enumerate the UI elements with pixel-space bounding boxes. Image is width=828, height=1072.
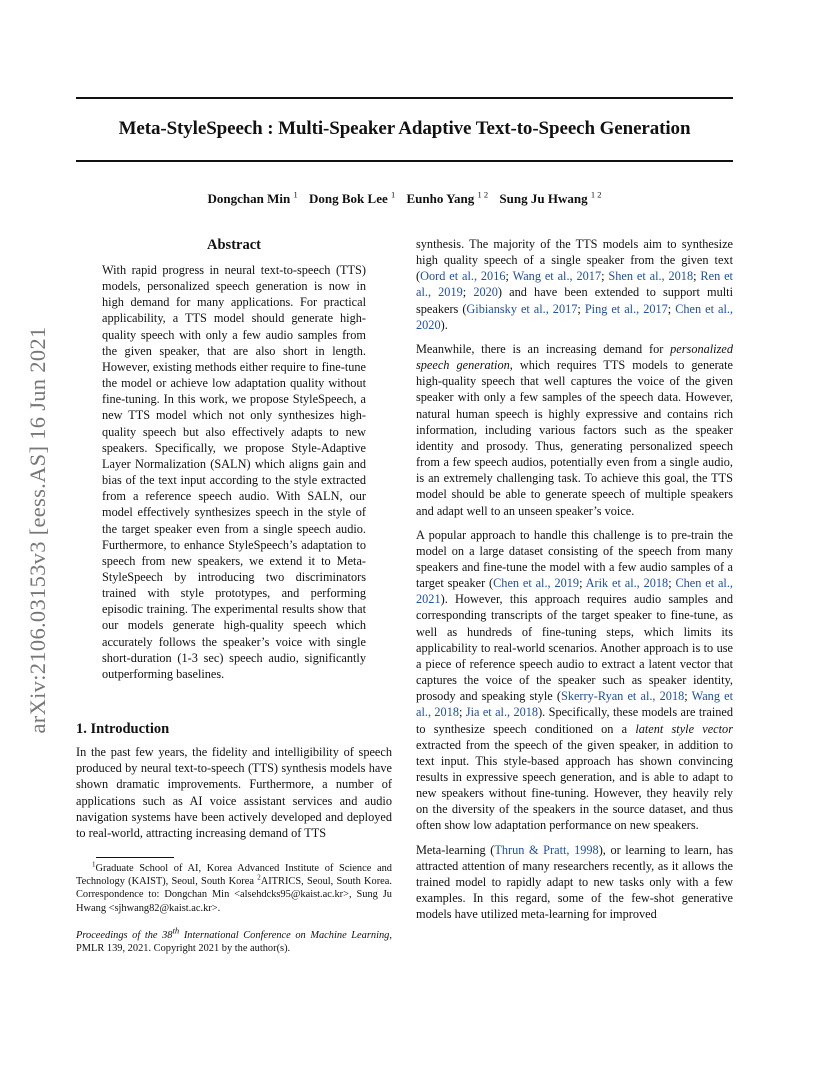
text-run: ;: [684, 689, 692, 704]
citation-link[interactable]: Thrun & Pratt, 1998: [494, 842, 599, 857]
introduction-text: In the past few years, the fidelity and intelligibility of speech produced by neural text-to-speech (TTS) synthesis models have shown dramatic improvements. Furthermore, a number of applications such as AI voice assistant services and audio navigation systems have been actively developed and deployed to real-world, attracting increasing demand of TTS: [76, 745, 392, 840]
author-affiliation: 1: [390, 189, 396, 200]
body-paragraph: [416, 527, 733, 834]
text-run: ;: [693, 269, 701, 284]
author-name: Dong Bok Lee: [309, 191, 388, 206]
text-run: ;: [462, 285, 474, 300]
author-name: Dongchan Min: [207, 191, 291, 206]
proceedings-ordinal: th: [172, 925, 180, 936]
author-list: [76, 191, 733, 207]
text-run: ;: [579, 576, 586, 591]
proceedings-venue: International Conference on Machine Learning: [179, 929, 390, 941]
author-affiliation: 1: [293, 189, 298, 200]
author-affiliation: 1 2: [590, 189, 602, 200]
footnote-text: Graduate School of AI, Korea Advanced Institute of Science and Technology (KAIST), Seoul, South Korea: [76, 863, 392, 888]
citation-link[interactable]: Wang et al., 2018: [416, 689, 733, 720]
text-run: ). However, this approach requires audio samples and corresponding transcripts of the target speaker to fine-tune, as well as hundreds of fine-tuning steps, which limits its applicability to real-world scenarios. Another approach is to use a piece of reference speech audio to extract a latent vector that captures the voice of the speaker such as speaker identity, prosody and speaking style (: [416, 592, 733, 704]
citation-link[interactable]: Chen et al., 2020: [416, 301, 734, 332]
text-run: extracted from the speech of the given speaker, in addition to text input. This style-based approach has shown convincing results in expressive speech generation, and is able to adapt to new speakers without fine-tuning. However, they heavily rely on the diversity of the speakers in the source dataset, and thus often show low adaptation performance on new speakers.: [416, 737, 733, 833]
body-paragraph: [416, 341, 733, 519]
citation-link[interactable]: Ren et al., 2019: [416, 269, 733, 300]
author-affiliation: 1 2: [477, 189, 489, 200]
citation-link[interactable]: Chen et al., 2021: [416, 576, 733, 607]
author: [406, 191, 488, 206]
citation-link[interactable]: Wang et al., 2017: [512, 269, 602, 284]
author: [499, 191, 601, 206]
paper-title: Meta-StyleSpeech : Multi-Speaker Adaptive Text-to-Speech Generation: [118, 118, 691, 139]
body-paragraph: [416, 236, 733, 333]
right-column: [416, 236, 733, 930]
arxiv-identifier: arXiv:2106.03153v3 [eess.AS] 16 Jun 2021: [25, 326, 50, 734]
text-run: ), or learning to learn, has attracted attention of many researchers recently, as it allows the trained model to rapidly adapt to new tasks only with a few examples. In this regard, some of the few-shot generative models have utilized meta-learning for improved: [416, 842, 734, 922]
citation-link[interactable]: 2020: [473, 285, 498, 300]
text-run: ;: [667, 301, 676, 316]
text-run: ;: [459, 705, 466, 720]
text-run: ;: [601, 269, 609, 284]
text-run: Meanwhile, there is an increasing demand for: [416, 341, 671, 356]
citation-link[interactable]: Skerry-Ryan et al., 2018: [560, 689, 685, 704]
text-run: ;: [577, 301, 585, 316]
author-name: Eunho Yang: [406, 191, 475, 206]
author: [208, 191, 298, 206]
text-run: A popular approach to handle this challenge is to pre-train the model on a large dataset consisting of the speech from many speakers and fine-tune the model with a few audio samples of a target speaker (: [416, 527, 733, 591]
text-run: , which requires TTS models to generate high-quality speech that well captures the voice of the given speaker with only a few samples of the speech data. However, natural human speech is highly expressive and contains rich information, including various factors such as the speaker identity and prosody. Thus, generating personalized speech from a few speech audios, potentially even from a single audio, is an extremely challenging task. To achieve this goal, the TTS model should be able to generate speech of multiple speakers and adapt well to an unseen speaker’s voice.: [416, 358, 733, 518]
emphasis: latent style vector: [635, 721, 733, 736]
footnote-mark: 2: [257, 873, 261, 882]
citation-link[interactable]: Jia et al., 2018: [465, 705, 539, 720]
section-heading-introduction: 1. Introduction: [76, 721, 170, 738]
text-run: ;: [668, 576, 676, 591]
text-run: ). Specifically, these models are trained to synthesize speech conditioned on a: [416, 705, 734, 736]
affiliation-footnote: [76, 862, 392, 915]
footnote-text: AITRICS, Seoul, South Korea. Correspondence to: Dongchan Min <alsehdcks95@kaist.ac.kr>, Sung Ju Hwang <sjhwang82@kaist.ac.kr>.: [76, 876, 392, 914]
citation-link[interactable]: Gibiansky et al., 2017: [466, 301, 578, 316]
proceedings-prefix: Proceedings of the 38: [76, 929, 173, 941]
author: [309, 191, 395, 206]
text-run: ;: [505, 269, 513, 284]
title-rule-bottom: [76, 160, 733, 162]
text-run: synthesis. The majority of the TTS models aim to synthesize high quality speech of a single speaker from the given text (: [416, 237, 733, 284]
text-run: ) and have been extended to support multi speakers (: [416, 285, 733, 316]
citation-link[interactable]: Oord et al., 2016: [420, 269, 506, 284]
text-run: Meta-learning (: [416, 842, 495, 857]
citation-link[interactable]: Chen et al., 2019: [493, 576, 580, 591]
title-rule-top: [76, 97, 733, 99]
author-name: Sung Ju Hwang: [499, 191, 588, 206]
emphasis: personalized speech generation: [416, 341, 733, 373]
body-paragraph: [416, 842, 733, 923]
proceedings-copyright: , PMLR 139, 2021. Copyright 2021 by the author(s).: [76, 929, 392, 955]
proceedings-note: [76, 925, 392, 955]
citation-link[interactable]: Shen et al., 2018: [608, 269, 694, 284]
citation-link[interactable]: Ping et al., 2017: [584, 301, 668, 316]
footnote-divider: [96, 857, 174, 858]
text-run: ).: [440, 317, 448, 332]
citation-link[interactable]: Arik et al., 2018: [585, 576, 669, 591]
left-column: [76, 236, 392, 955]
abstract-text: With rapid progress in neural text-to-speech (TTS) models, personalized speech generation is now in high demand for many applications. For practical applicability, a TTS model should generate high-quality speech with only a few audio samples from the given speaker, that are also short in length. However, existing methods either require to fine-tune the model or achieve low adaptation quality without fine-tuning. In this work, we propose StyleSpeech, a new TTS model which not only synthesizes high-quality speech but also effectively adapts to new speakers. Specifically, we propose Style-Adaptive Layer Normalization (SALN) which aligns gain and bias of the text input according to the style extracted from a reference speech audio. With SALN, our model effectively synthesizes speech in the style of the target speaker even from a single speech audio. Furthermore, to enhance StyleSpeech’s adaptation to speech from new speakers, we extend it to Meta-StyleSpeech by introducing two discriminators trained with style prototypes, and performing episodic training. The experimental results show that our models generate high-quality speech which accurately follows the speaker’s voice with single short-duration (1-3 sec) speech audio, significantly outperforming baselines.: [102, 263, 366, 681]
footnote-mark: 1: [92, 860, 96, 869]
abstract-heading: Abstract: [207, 237, 261, 253]
